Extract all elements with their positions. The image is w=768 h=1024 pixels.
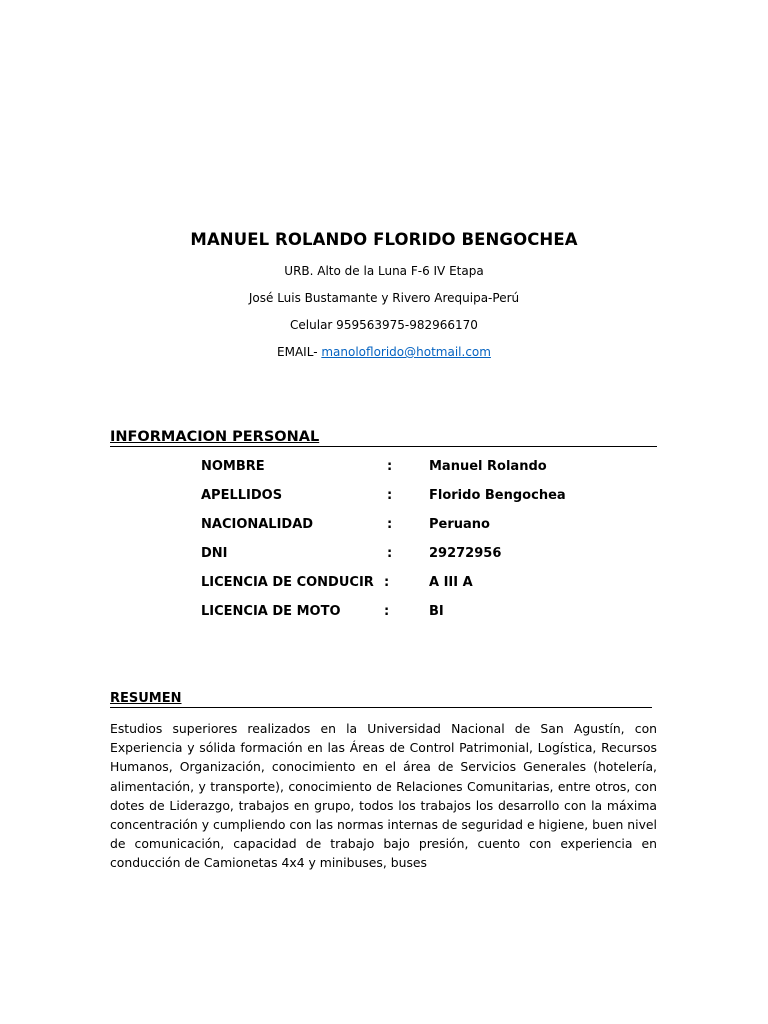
info-row-apellidos [201, 487, 621, 516]
info-separator: : [387, 459, 393, 474]
contact-header [0, 228, 768, 360]
section-title-personal-info-label: INFORMACION PERSONAL [110, 429, 320, 445]
section-title-resumen [110, 690, 652, 708]
address-line-2: José Luis Bustamante y Rivero Arequipa-Perú [248, 291, 520, 305]
section-title-resumen-label: RESUMEN [110, 691, 182, 706]
info-row-licencia-conducir [201, 574, 621, 603]
info-separator: : [384, 604, 390, 619]
info-row-dni [201, 545, 621, 574]
info-separator: : [387, 488, 393, 503]
info-value: 29272956 [429, 546, 502, 561]
info-value: A III A [429, 575, 473, 590]
info-value: Manuel Rolando [429, 459, 547, 474]
email-line [0, 344, 768, 360]
info-value: Peruano [429, 517, 490, 532]
info-separator: : [387, 546, 393, 561]
candidate-name: MANUEL ROLANDO FLORIDO BENGOCHEA [190, 230, 578, 249]
address-line-1: URB. Alto de la Luna F-6 IV Etapa [284, 264, 484, 278]
info-separator: : [387, 517, 393, 532]
info-value: BI [429, 604, 444, 619]
info-label: DNI [201, 546, 228, 561]
personal-info-table [201, 458, 621, 632]
email-prefix: EMAIL- [277, 345, 322, 359]
info-label: APELLIDOS [201, 488, 283, 503]
resumen-paragraph: Estudios superiores realizados en la Universidad Nacional de San Agustín, con Experiencia y sólida formación en las Áreas de Control Patrimonial, Logística, Recursos Humanos, Organización, conocimiento en el área de Servicios Generales (hotelería, alimentación, y transporte), conocimiento de Relaciones Comunitarias, entre otros, con dotes de Liderazgo, trabajos en grupo, todos los trabajos los desarrollo con la máxima concentración y cumpliendo con las normas internas de seguridad e higiene, buen nivel de comunicación, capacidad de trabajo bajo presión, cuento con experiencia en conducción de Camionetas 4x4 y minibuses, buses [110, 721, 657, 871]
section-title-personal-info [110, 428, 657, 447]
info-label: LICENCIA DE MOTO [201, 604, 341, 619]
info-separator: : [384, 575, 390, 590]
info-row-licencia-moto [201, 603, 621, 632]
info-label: NOMBRE [201, 459, 265, 474]
info-label: NACIONALIDAD [201, 517, 314, 532]
info-label: LICENCIA DE CONDUCIR [201, 575, 374, 590]
info-row-nacionalidad [201, 516, 621, 545]
info-row-nombre [201, 458, 621, 487]
info-value: Florido Bengochea [429, 488, 566, 503]
email-link[interactable]: manoloflorido@hotmail.com [321, 345, 491, 359]
phone-line: Celular 959563975-982966170 [290, 318, 478, 332]
